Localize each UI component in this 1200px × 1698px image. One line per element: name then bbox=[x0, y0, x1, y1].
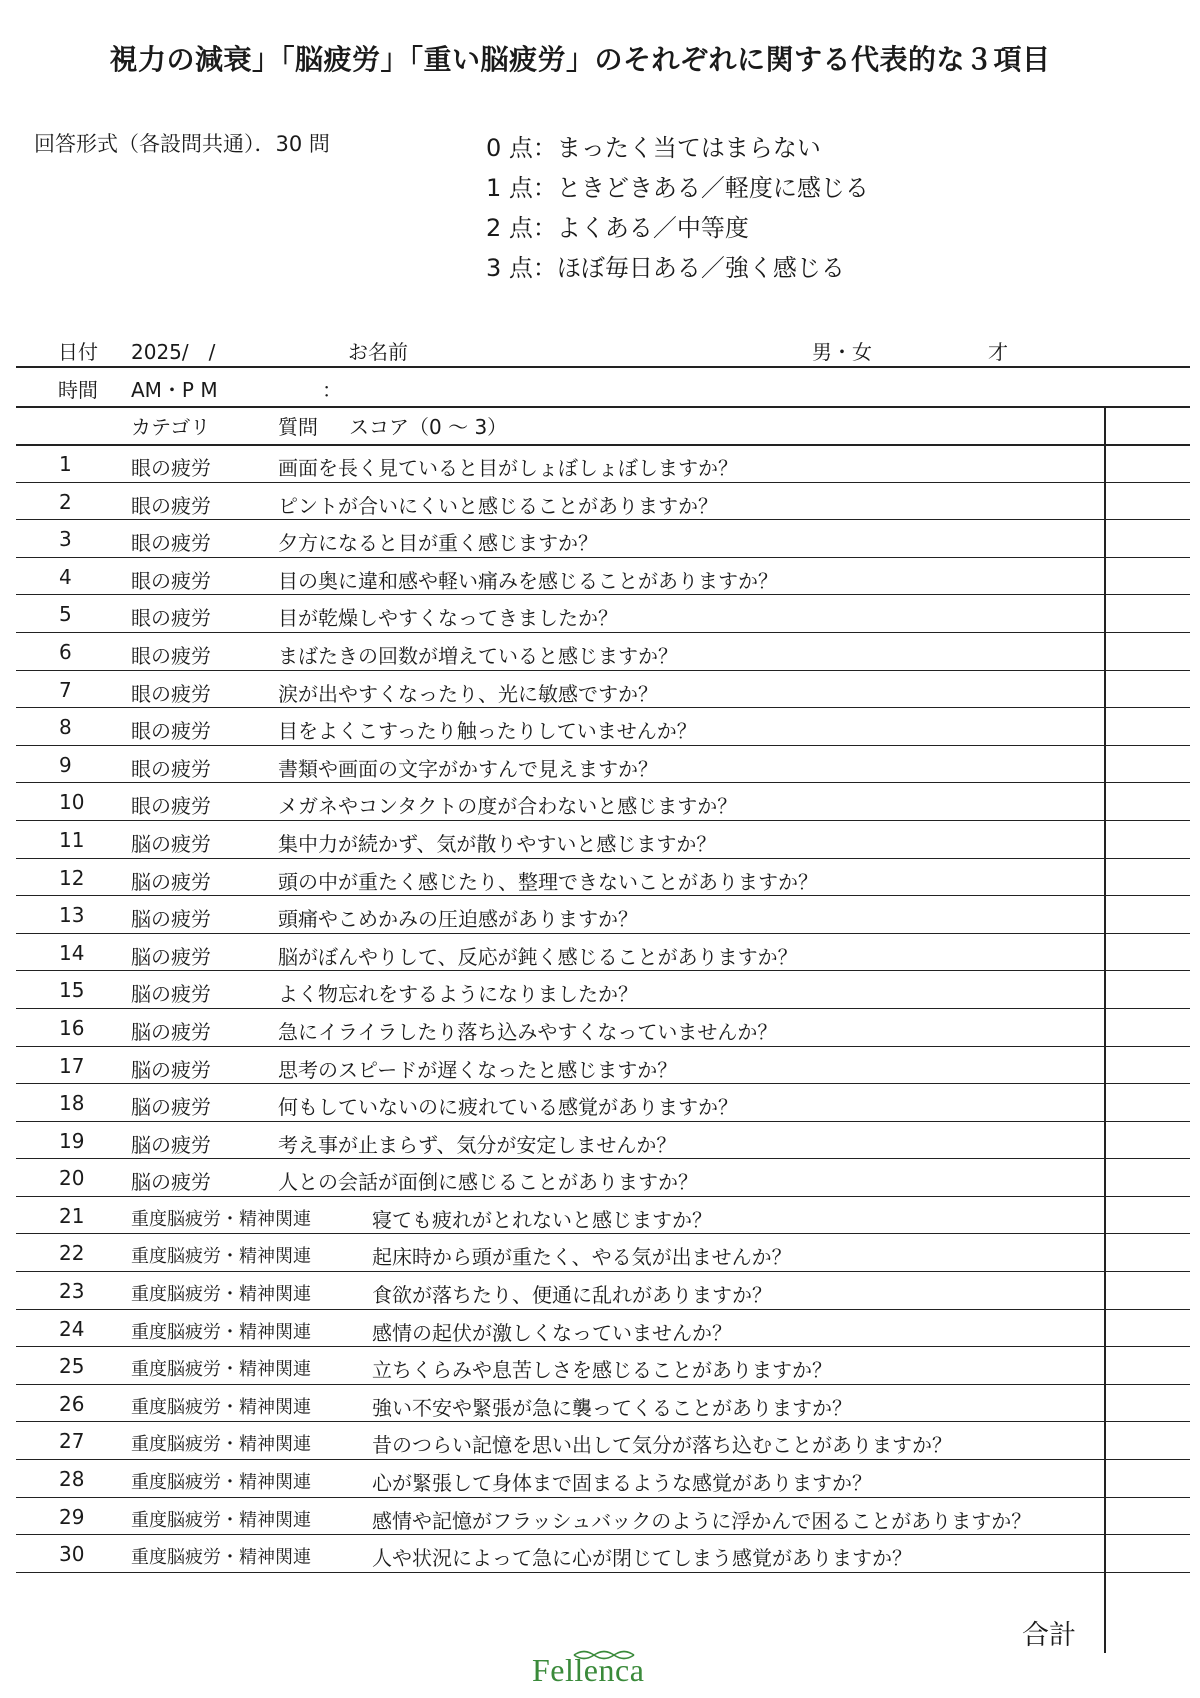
question-number: 24 bbox=[59, 1316, 85, 1341]
table-row bbox=[16, 1159, 1190, 1197]
question-text: 何もしていないのに疲れている感覚がありますか？ bbox=[278, 1095, 738, 1120]
question-category: 脳の疲労 bbox=[131, 907, 211, 932]
question-number: 5 bbox=[59, 602, 72, 627]
question-category: 重度脳疲労・精神関連 bbox=[131, 1321, 311, 1343]
table-row bbox=[16, 783, 1190, 821]
name-label: お名前 bbox=[348, 340, 408, 364]
scale-item: 3 点：ほぼ毎日ある／強く感じる bbox=[486, 254, 845, 282]
date-label: 日付 bbox=[58, 340, 98, 364]
question-number: 21 bbox=[59, 1203, 85, 1228]
question-text: 昔のつらい記憶を思い出して気分が落ち込むことがありますか？ bbox=[372, 1433, 952, 1458]
total-label: 合計 bbox=[1022, 1620, 1076, 1651]
table-row bbox=[16, 1385, 1190, 1423]
score-cell[interactable] bbox=[1105, 1234, 1190, 1271]
score-cell[interactable] bbox=[1105, 821, 1190, 858]
score-cell[interactable] bbox=[1105, 1498, 1190, 1535]
question-category: 重度脳疲労・精神関連 bbox=[131, 1434, 311, 1456]
column-header-question: 質問 bbox=[278, 415, 318, 439]
answer-format-label: 回答形式（各設問共通）．30 問 bbox=[34, 132, 330, 156]
scale-item: 1 点：ときどきある／軽度に感じる bbox=[486, 174, 869, 202]
score-cell[interactable] bbox=[1105, 896, 1190, 933]
scale-item: 0 点：まったく当てはまらない bbox=[486, 134, 821, 162]
table-row bbox=[16, 896, 1190, 934]
brand-logo bbox=[532, 1648, 682, 1692]
question-category: 眼の疲労 bbox=[131, 606, 211, 631]
question-number: 26 bbox=[59, 1391, 85, 1416]
question-text: 強い不安や緊張が急に襲ってくることがありますか？ bbox=[372, 1395, 852, 1420]
table-row bbox=[16, 1460, 1190, 1498]
question-text: 立ちくらみや息苦しさを感じることがありますか？ bbox=[372, 1358, 832, 1383]
question-text: 頭の中が重たく感じたり、整理できないことがありますか？ bbox=[278, 869, 818, 894]
score-cell[interactable] bbox=[1105, 746, 1190, 783]
question-number: 6 bbox=[59, 639, 72, 664]
score-cell[interactable] bbox=[1105, 633, 1190, 670]
logo-dna-icon bbox=[572, 1648, 652, 1662]
table-row bbox=[16, 1234, 1190, 1272]
score-cell[interactable] bbox=[1105, 595, 1190, 632]
question-text: 考え事が止まらず、気分が安定しませんか？ bbox=[278, 1132, 677, 1157]
score-cell[interactable] bbox=[1105, 1460, 1190, 1497]
question-number: 9 bbox=[59, 752, 72, 777]
score-cell[interactable] bbox=[1105, 1122, 1190, 1159]
question-table bbox=[16, 445, 1190, 1573]
table-row bbox=[16, 1422, 1190, 1460]
table-row bbox=[16, 1122, 1190, 1160]
question-number: 17 bbox=[59, 1053, 85, 1078]
question-text: 思考のスピードが遅くなったと感じますか？ bbox=[278, 1057, 678, 1082]
table-row bbox=[16, 1347, 1190, 1385]
score-cell[interactable] bbox=[1105, 1272, 1190, 1309]
question-text: 人との会話が面倒に感じることがありますか？ bbox=[278, 1170, 698, 1195]
question-category: 重度脳疲労・精神関連 bbox=[131, 1509, 311, 1531]
logo-wordmark: Fellenca bbox=[532, 1652, 645, 1688]
table-row bbox=[16, 671, 1190, 709]
question-number: 18 bbox=[59, 1091, 85, 1116]
page-title: 視力の減衰」「脳疲労」「重い脳疲労」のそれぞれに関する代表的な３項目 bbox=[109, 43, 1051, 76]
question-category: 眼の疲労 bbox=[131, 568, 211, 593]
table-row bbox=[16, 934, 1190, 972]
question-text: 脳がぼんやりして、反応が鈍く感じることがありますか？ bbox=[278, 944, 798, 969]
question-number: 23 bbox=[59, 1279, 85, 1304]
table-row bbox=[16, 1047, 1190, 1085]
question-text: 涙が出やすくなったり、光に敏感ですか？ bbox=[278, 681, 658, 706]
score-cell[interactable] bbox=[1105, 1385, 1190, 1422]
question-number: 4 bbox=[59, 564, 72, 589]
table-row bbox=[16, 595, 1190, 633]
question-number: 8 bbox=[59, 715, 72, 740]
question-category: 重度脳疲労・精神関連 bbox=[131, 1396, 311, 1418]
question-category: 重度脳疲労・精神関連 bbox=[131, 1208, 311, 1230]
divider bbox=[16, 366, 1190, 368]
question-category: 眼の疲労 bbox=[131, 719, 211, 744]
question-text: 起床時から頭が重たく、やる気が出ませんか？ bbox=[372, 1245, 792, 1270]
question-text: ピントが合いにくいと感じることがありますか？ bbox=[278, 493, 718, 518]
question-category: 眼の疲労 bbox=[131, 531, 211, 556]
question-number: 15 bbox=[59, 978, 85, 1003]
table-row bbox=[16, 746, 1190, 784]
question-category: 重度脳疲労・精神関連 bbox=[131, 1359, 311, 1381]
question-text: よく物忘れをするようになりましたか？ bbox=[278, 982, 638, 1007]
question-category: 眼の疲労 bbox=[131, 794, 211, 819]
table-row bbox=[16, 483, 1190, 521]
question-text: 人や状況によって急に心が閉じてしまう感覚がありますか？ bbox=[372, 1546, 912, 1571]
question-text: 書類や画面の文字がかすんで見えますか？ bbox=[278, 756, 658, 781]
question-text: 寝ても疲れがとれないと感じますか？ bbox=[372, 1207, 712, 1232]
column-header-score: スコア（0 ～ 3） bbox=[349, 415, 508, 439]
score-cell[interactable] bbox=[1105, 520, 1190, 557]
question-text: 目をよくこすったり触ったりしていませんか？ bbox=[278, 719, 697, 744]
table-row bbox=[16, 558, 1190, 596]
question-category: 脳の疲労 bbox=[131, 1057, 211, 1082]
question-number: 20 bbox=[59, 1166, 85, 1191]
question-text: 集中力が続かず、気が散りやすいと感じますか？ bbox=[278, 831, 717, 856]
question-text: 感情や記憶がフラッシュバックのように浮かんで困ることがありますか？ bbox=[372, 1508, 1032, 1533]
score-cell[interactable] bbox=[1105, 934, 1190, 971]
question-number: 29 bbox=[59, 1504, 85, 1529]
question-category: 眼の疲労 bbox=[131, 643, 211, 668]
question-category: 眼の疲労 bbox=[131, 456, 211, 480]
question-number: 2 bbox=[59, 489, 72, 514]
table-row bbox=[16, 859, 1190, 897]
question-text: 食欲が落ちたり、便通に乱れがありますか？ bbox=[372, 1283, 772, 1308]
date-field[interactable]: 2025/ / bbox=[131, 340, 216, 364]
question-number: 19 bbox=[59, 1128, 85, 1153]
question-category: 眼の疲労 bbox=[131, 493, 211, 518]
question-category: 眼の疲労 bbox=[131, 681, 211, 706]
score-cell[interactable] bbox=[1105, 1197, 1190, 1234]
question-category: 脳の疲労 bbox=[131, 831, 211, 856]
score-cell[interactable] bbox=[1105, 1084, 1190, 1121]
question-number: 22 bbox=[59, 1241, 85, 1266]
question-category: 脳の疲労 bbox=[131, 1132, 211, 1157]
question-category: 脳の疲労 bbox=[131, 869, 211, 894]
question-number: 14 bbox=[59, 940, 85, 965]
table-row bbox=[16, 633, 1190, 671]
score-cell[interactable] bbox=[1105, 1159, 1190, 1196]
question-text: 目の奥に違和感や軽い痛みを感じることがありますか？ bbox=[278, 568, 778, 593]
question-category: 脳の疲労 bbox=[131, 1095, 211, 1120]
question-text: 感情の起伏が激しくなっていませんか？ bbox=[372, 1320, 732, 1345]
question-number: 11 bbox=[59, 827, 85, 852]
question-number: 25 bbox=[59, 1354, 85, 1379]
score-cell[interactable] bbox=[1105, 1347, 1190, 1384]
question-text: 画面を長く見ていると目がしょぼしょぼしますか？ bbox=[278, 456, 738, 480]
question-text: メガネやコンタクトの度が合わないと感じますか？ bbox=[278, 794, 738, 819]
table-row bbox=[16, 821, 1190, 859]
question-text: 心が緊張して身体まで固まるような感覚がありますか？ bbox=[372, 1471, 872, 1496]
score-cell[interactable] bbox=[1105, 708, 1190, 745]
question-text: 急にイライラしたり落ち込みやすくなっていませんか？ bbox=[278, 1019, 778, 1044]
question-text: 目が乾燥しやすくなってきましたか？ bbox=[278, 606, 618, 631]
score-cell[interactable] bbox=[1105, 859, 1190, 896]
question-category: 重度脳疲労・精神関連 bbox=[131, 1246, 311, 1268]
table-row bbox=[16, 445, 1190, 483]
ampm-field[interactable]: AM・P M bbox=[131, 378, 218, 402]
table-row bbox=[16, 1535, 1190, 1573]
question-number: 1 bbox=[59, 452, 72, 476]
question-category: 重度脳疲労・精神関連 bbox=[131, 1284, 311, 1306]
score-cell[interactable] bbox=[1105, 783, 1190, 820]
question-number: 10 bbox=[59, 790, 85, 815]
score-cell[interactable] bbox=[1105, 1009, 1190, 1046]
score-cell[interactable] bbox=[1105, 445, 1190, 482]
divider bbox=[16, 406, 1190, 408]
score-cell[interactable] bbox=[1105, 1047, 1190, 1084]
table-row bbox=[16, 1498, 1190, 1536]
question-category: 脳の疲労 bbox=[131, 1019, 211, 1044]
table-row bbox=[16, 708, 1190, 746]
table-row bbox=[16, 520, 1190, 558]
question-category: 脳の疲労 bbox=[131, 982, 211, 1007]
time-label: 時間 bbox=[58, 378, 98, 402]
gender-field[interactable]: 男・女 bbox=[812, 340, 872, 364]
column-header-category: カテゴリ bbox=[131, 415, 211, 439]
question-number: 12 bbox=[59, 865, 85, 890]
question-text: 夕方になると目が重く感じますか？ bbox=[278, 531, 598, 556]
question-category: 眼の疲労 bbox=[131, 756, 211, 781]
table-row bbox=[16, 1009, 1190, 1047]
score-cell[interactable] bbox=[1105, 971, 1190, 1008]
question-number: 7 bbox=[59, 677, 72, 702]
score-scale-legend bbox=[486, 128, 869, 288]
table-row bbox=[16, 1084, 1190, 1122]
score-cell[interactable] bbox=[1105, 671, 1190, 708]
score-cell[interactable] bbox=[1105, 1535, 1190, 1572]
score-cell[interactable] bbox=[1105, 1422, 1190, 1459]
question-number: 16 bbox=[59, 1015, 85, 1040]
time-field[interactable]: ： bbox=[322, 378, 342, 402]
score-cell[interactable] bbox=[1105, 558, 1190, 595]
question-number: 28 bbox=[59, 1467, 85, 1492]
table-row bbox=[16, 1197, 1190, 1235]
score-cell[interactable] bbox=[1105, 483, 1190, 520]
question-number: 3 bbox=[59, 527, 72, 552]
table-row bbox=[16, 971, 1190, 1009]
question-category: 脳の疲労 bbox=[131, 1170, 211, 1195]
question-text: まばたきの回数が増えていると感じますか？ bbox=[278, 643, 678, 668]
question-category: 重度脳疲労・精神関連 bbox=[131, 1472, 311, 1494]
scale-item: 2 点：よくある／中等度 bbox=[486, 214, 749, 242]
question-category: 脳の疲労 bbox=[131, 944, 211, 969]
question-text: 頭痛やこめかみの圧迫感がありますか？ bbox=[278, 907, 638, 932]
divider bbox=[16, 444, 1190, 446]
question-number: 27 bbox=[59, 1429, 85, 1454]
question-number: 13 bbox=[59, 903, 85, 928]
table-row bbox=[16, 1310, 1190, 1348]
table-row bbox=[16, 1272, 1190, 1310]
score-cell[interactable] bbox=[1105, 1310, 1190, 1347]
question-number: 30 bbox=[59, 1542, 85, 1567]
question-category: 重度脳疲労・精神関連 bbox=[131, 1547, 311, 1569]
age-unit: 才 bbox=[988, 340, 1008, 364]
